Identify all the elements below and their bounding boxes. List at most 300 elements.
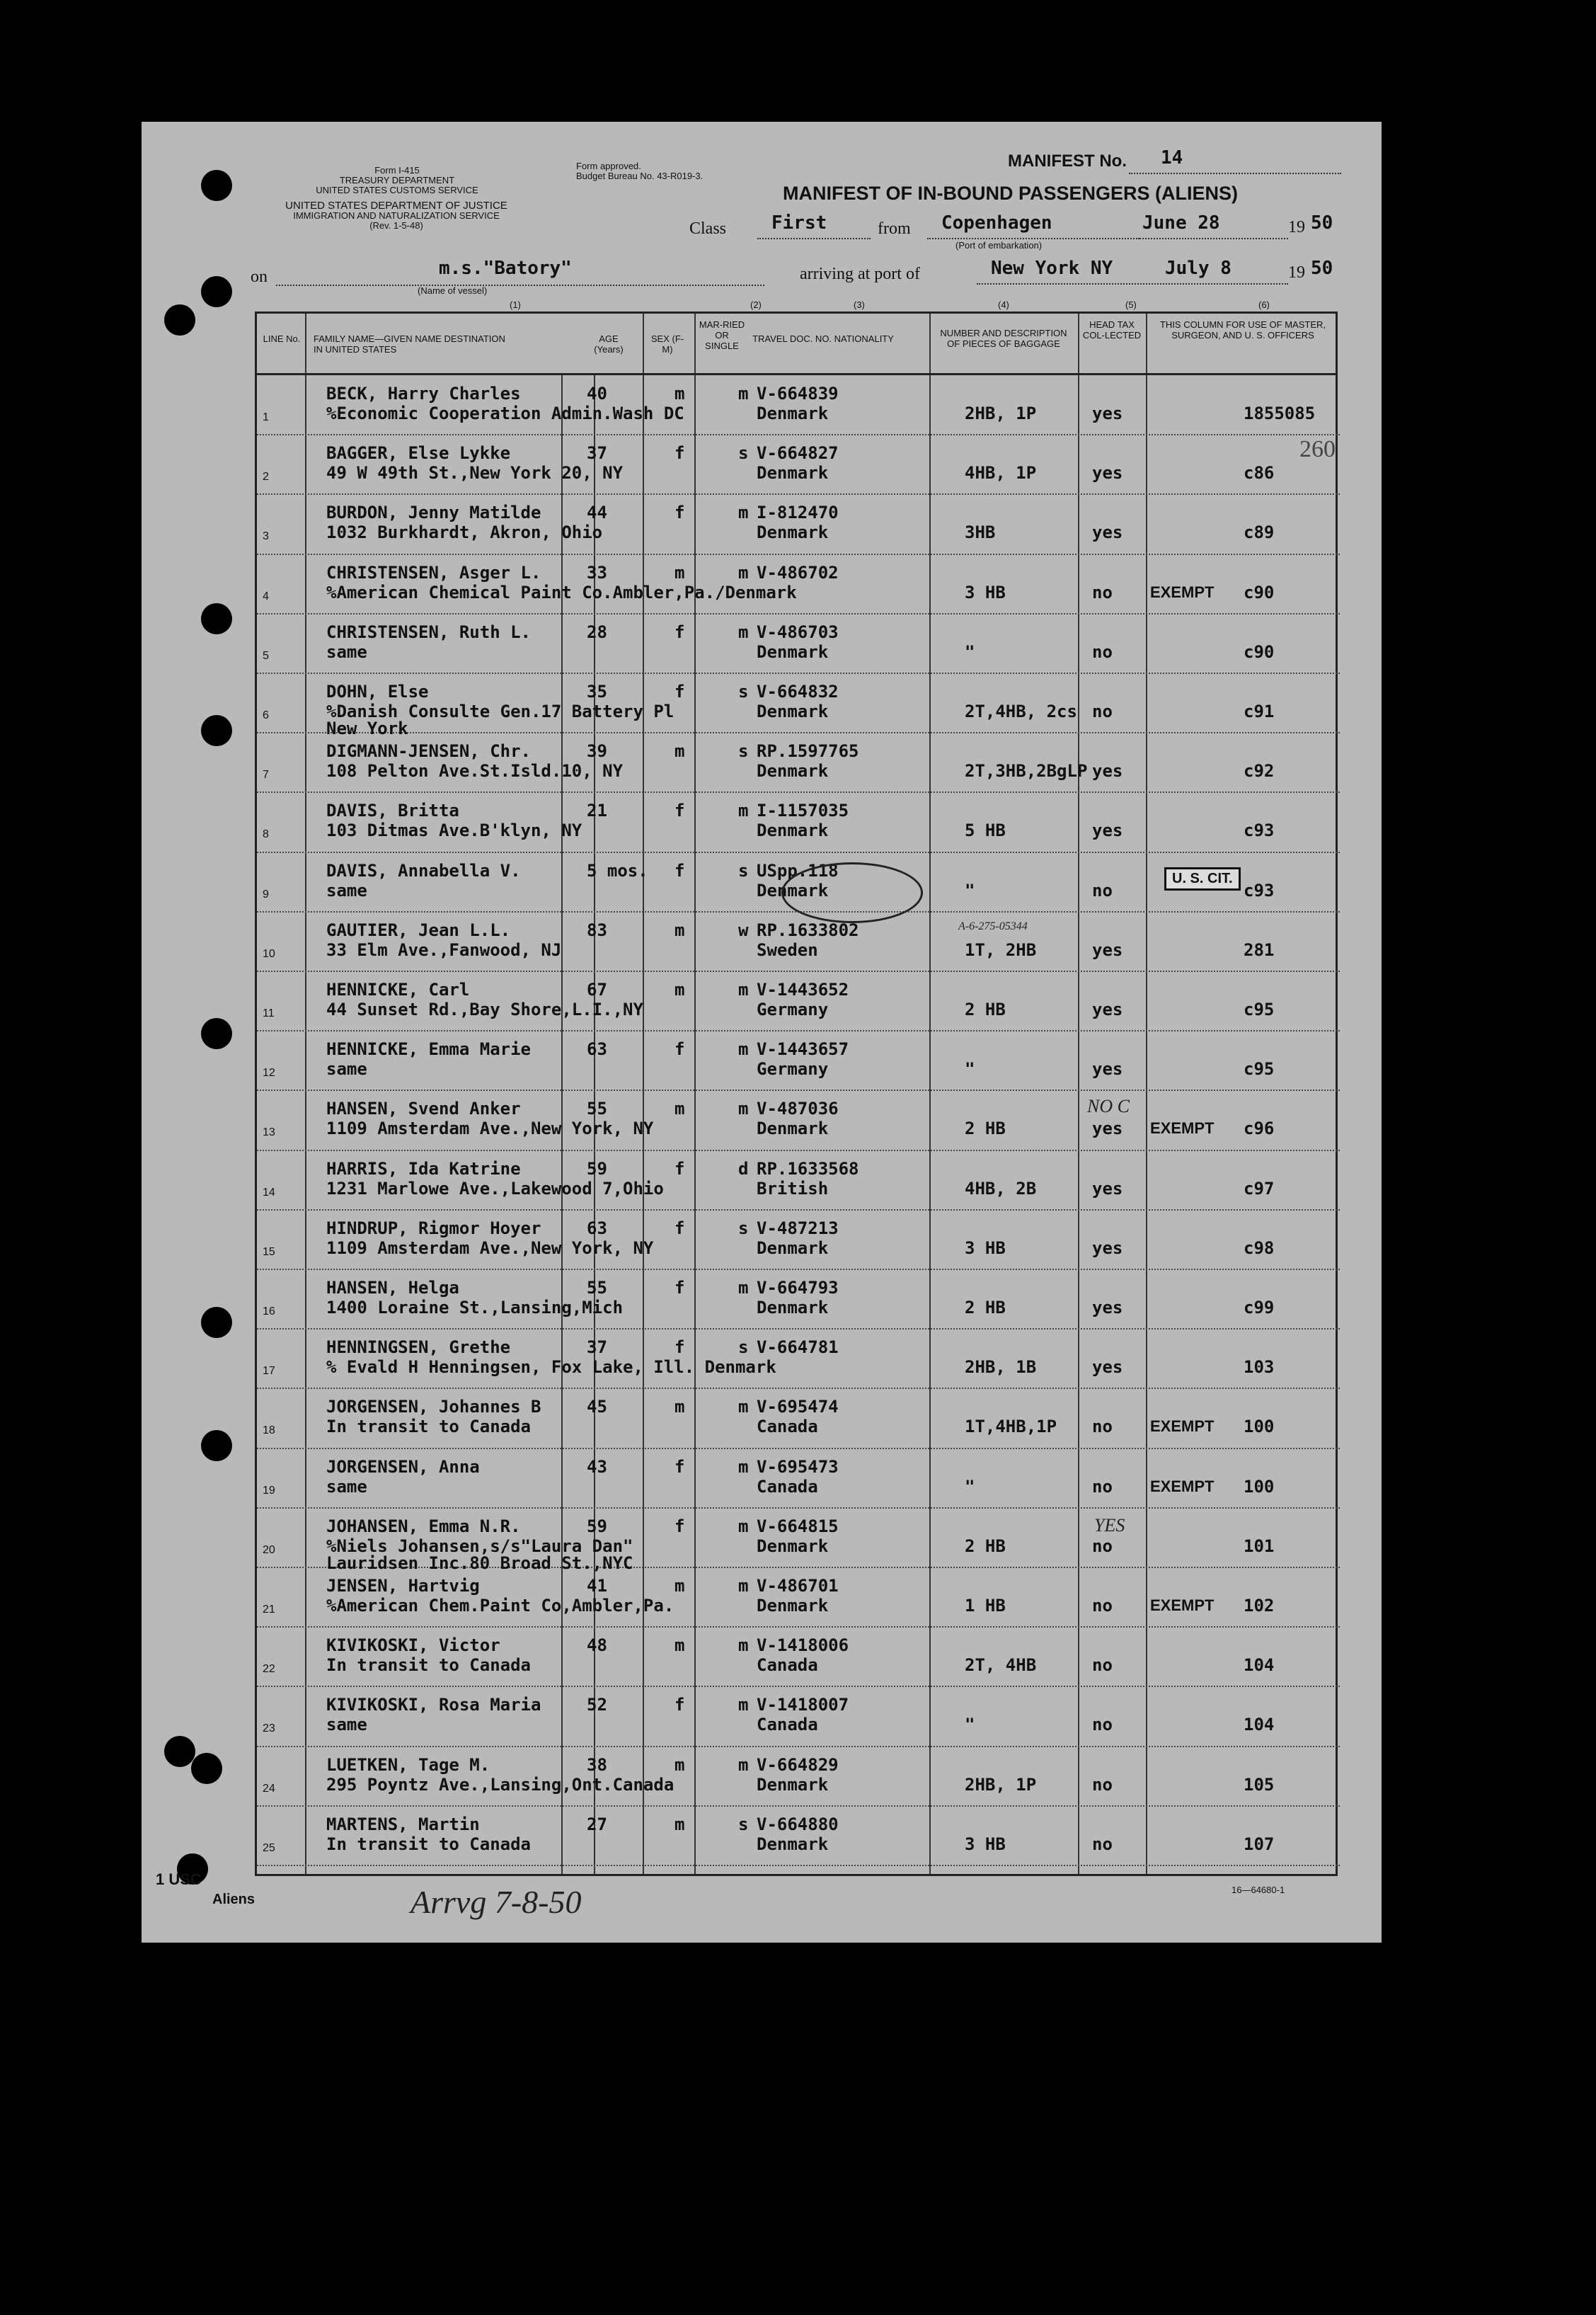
marital-value: m <box>738 1456 749 1477</box>
passenger-name: HENNICKE, Emma Marie <box>326 1039 531 1060</box>
travel-doc: V-664880 <box>757 1814 839 1834</box>
destination: same <box>326 1059 367 1080</box>
passenger-table <box>255 311 1338 1876</box>
travel-doc: V-695473 <box>757 1456 839 1477</box>
marital-value: s <box>738 860 749 881</box>
head-tax: yes <box>1092 404 1123 423</box>
table-row <box>257 1031 1340 1091</box>
officer-code: c90 <box>1244 641 1275 662</box>
page-title: MANIFEST OF IN-BOUND PASSENGERS (ALIENS) <box>783 183 1239 204</box>
age-value: 83 <box>587 920 607 940</box>
footer-arrival-note: Arrvg 7-8-50 <box>411 1884 582 1920</box>
manifest-no-label: MANIFEST No. <box>1008 152 1127 171</box>
officer-code: 104 <box>1244 1655 1275 1676</box>
year-prefix: 19 <box>1288 218 1305 236</box>
age-value: 45 <box>587 1397 607 1417</box>
sex-value: f <box>674 682 685 702</box>
punch-hole <box>201 603 232 634</box>
officer-code: c89 <box>1244 522 1275 543</box>
sex-value: m <box>674 920 685 940</box>
travel-doc: I-812470 <box>757 503 839 523</box>
sex-value: f <box>674 1516 685 1536</box>
travel-doc: V-664827 <box>757 443 839 464</box>
punch-hole <box>164 1736 195 1767</box>
line-number: 8 <box>263 828 269 841</box>
footer-usc: 1 USC <box>156 1870 202 1888</box>
baggage: 3 HB <box>965 1834 1006 1854</box>
col-baggage: NUMBER AND DESCRIPTION OF PIECES OF BAGGAGE <box>940 328 1067 349</box>
table-row <box>257 674 1340 738</box>
nationality: Canada <box>757 1715 818 1735</box>
nationality: Germany <box>757 1059 829 1080</box>
marital-value: m <box>738 1099 749 1119</box>
officer-code: c98 <box>1244 1237 1275 1258</box>
nationality: Denmark <box>757 1298 829 1317</box>
destination: In transit to Canada <box>326 1655 531 1676</box>
passenger-name: DOHN, Else <box>326 682 429 702</box>
baggage: 2 HB <box>965 1119 1006 1139</box>
table-row <box>257 1509 1340 1573</box>
officer-code: 1855085 <box>1244 404 1316 423</box>
nationality: Canada <box>757 1655 818 1676</box>
age-value: 55 <box>587 1099 607 1119</box>
officer-code: 101 <box>1244 1536 1275 1556</box>
travel-doc: V-486702 <box>757 562 839 583</box>
nationality: Denmark <box>757 1834 829 1854</box>
passenger-name: HINDRUP, Rigmor Hoyer <box>326 1218 541 1238</box>
travel-doc: V-1418006 <box>757 1635 849 1656</box>
marital-value: m <box>738 980 749 1000</box>
baggage: 2T,4HB, 2cs <box>965 702 1077 721</box>
destination: 103 Ditmas Ave.B'klyn, NY <box>326 821 582 841</box>
from-label: from <box>878 219 911 238</box>
baggage: 1T, 2HB <box>965 939 1037 960</box>
table-row <box>257 1330 1340 1389</box>
from-value: Copenhagen <box>941 212 1052 234</box>
travel-doc: I-1157035 <box>757 801 849 821</box>
destination: 1109 Amsterdam Ave.,New York, NY <box>326 1237 654 1258</box>
line-number: 1 <box>263 411 269 423</box>
form-number: Form I-415 <box>374 165 420 176</box>
officer-code: c95 <box>1244 1059 1275 1080</box>
age-value: 59 <box>587 1516 607 1536</box>
marital-value: s <box>738 443 749 464</box>
travel-doc: V-487036 <box>757 1099 839 1119</box>
age-value: 38 <box>587 1754 607 1775</box>
col-headtax: HEAD TAX COL-LECTED <box>1082 319 1142 341</box>
head-tax: yes <box>1092 1059 1123 1080</box>
doc-circle <box>781 862 923 923</box>
head-tax: yes <box>1092 1298 1123 1317</box>
nationality: Canada <box>757 1476 818 1497</box>
officer-code: 281 <box>1244 939 1275 960</box>
sex-value: f <box>674 1158 685 1179</box>
age-value: 59 <box>587 1158 607 1179</box>
head-tax: yes <box>1092 1178 1123 1199</box>
table-row <box>257 495 1340 554</box>
arriving-label: arriving at port of <box>800 265 920 283</box>
officer-code: 103 <box>1244 1357 1275 1378</box>
passenger-name: JORGENSEN, Anna <box>326 1456 480 1477</box>
col-sex: SEX (F-M) <box>650 333 684 355</box>
baggage: 2HB, 1P <box>965 404 1037 423</box>
age-value: 39 <box>587 741 607 762</box>
note-no-c: NO C <box>1087 1096 1130 1116</box>
officer-code: c99 <box>1244 1298 1275 1317</box>
justice-label: UNITED STATES DEPARTMENT OF JUSTICE <box>285 200 507 212</box>
class-value: First <box>771 212 827 234</box>
table-row <box>257 555 1340 615</box>
line-number: 21 <box>263 1604 275 1616</box>
head-tax: no <box>1092 1536 1113 1556</box>
line-number: 3 <box>263 530 269 543</box>
passenger-name: DIGMANN-JENSEN, Chr. <box>326 741 531 762</box>
punch-hole <box>164 304 195 336</box>
officer-code: c93 <box>1244 880 1275 901</box>
dept-label: TREASURY DEPARTMENT <box>339 175 455 185</box>
footer-print-code: 16—64680-1 <box>1232 1885 1285 1895</box>
destination: % Evald H Henningsen, Fox Lake, Ill. Denmark <box>326 1357 776 1378</box>
age-value: 63 <box>587 1218 607 1238</box>
nationality: Denmark <box>757 463 829 484</box>
col-num: (1) <box>510 299 521 310</box>
destination: 33 Elm Ave.,Fanwood, NJ <box>326 939 562 960</box>
ins-label: IMMIGRATION AND NATURALIZATION SERVICE <box>293 210 500 221</box>
passenger-name: LUETKEN, Tage M. <box>326 1754 490 1775</box>
exempt-stamp: EXEMPT <box>1150 1119 1215 1138</box>
travel-doc: V-664829 <box>757 1754 839 1775</box>
age-value: 28 <box>587 622 607 642</box>
marital-value: m <box>738 1695 749 1715</box>
nationality: Sweden <box>757 939 818 960</box>
depart-date: June 28 <box>1142 212 1220 234</box>
destination: In transit to Canada <box>326 1834 531 1854</box>
passenger-name: HANSEN, Svend Anker <box>326 1099 521 1119</box>
col-name: FAMILY NAME—GIVEN NAME DESTINATION IN UNITED STATES <box>314 333 505 355</box>
table-row <box>257 1807 1340 1866</box>
marital-value: m <box>738 562 749 583</box>
officer-code: c90 <box>1244 582 1275 602</box>
travel-doc: V-664815 <box>757 1516 839 1536</box>
head-tax: no <box>1092 880 1113 901</box>
line-number: 16 <box>263 1305 275 1317</box>
col-num: (6) <box>1258 299 1270 310</box>
marital-value: s <box>738 1218 749 1238</box>
line-number: 5 <box>263 649 269 662</box>
nationality: British <box>757 1178 829 1199</box>
head-tax: no <box>1092 1774 1113 1795</box>
sex-value: f <box>674 860 685 881</box>
line-number: 24 <box>263 1782 275 1795</box>
passenger-name: HENNICKE, Carl <box>326 980 470 1000</box>
officer-code: 100 <box>1244 1476 1275 1497</box>
baggage: " <box>965 880 975 901</box>
passenger-name: CHRISTENSEN, Asger L. <box>326 562 541 583</box>
age-value: 21 <box>587 801 607 821</box>
table-row <box>257 1151 1340 1211</box>
line-number: 6 <box>263 709 269 721</box>
nationality: Denmark <box>757 1774 829 1795</box>
manifest-no: 14 <box>1161 147 1183 168</box>
baggage: 2T, 4HB <box>965 1655 1037 1676</box>
doc-note: A-6-275-05344 <box>958 920 1028 932</box>
baggage: 2HB, 1P <box>965 1774 1037 1795</box>
destination-line2: Lauridsen Inc.80 Broad St.,NYC <box>326 1553 633 1573</box>
line-number: 25 <box>263 1841 275 1854</box>
age-value: 43 <box>587 1456 607 1477</box>
sex-value: m <box>674 562 685 583</box>
line-number: 10 <box>263 947 275 960</box>
officer-code: 100 <box>1244 1417 1275 1437</box>
head-tax: yes <box>1092 463 1123 484</box>
sex-value: f <box>674 1039 685 1060</box>
marital-value: m <box>738 503 749 523</box>
approval-block <box>576 161 703 181</box>
baggage: " <box>965 1059 975 1080</box>
head-tax: yes <box>1092 1119 1123 1139</box>
destination: 295 Poyntz Ave.,Lansing,Ont.Canada <box>326 1774 674 1795</box>
destination: %Economic Cooperation Admin.Wash DC <box>326 404 684 423</box>
age-value: 41 <box>587 1576 607 1596</box>
marital-value: s <box>738 1337 749 1358</box>
marital-value: m <box>738 1516 749 1536</box>
note-yes: YES <box>1094 1515 1125 1536</box>
passenger-name: JOHANSEN, Emma N.R. <box>326 1516 521 1536</box>
sex-value: f <box>674 1218 685 1238</box>
arrival-year: 50 <box>1311 258 1333 279</box>
destination: In transit to Canada <box>326 1417 531 1437</box>
punch-hole <box>201 1018 232 1049</box>
passenger-name: DAVIS, Britta <box>326 801 459 821</box>
on-label: on <box>251 268 268 286</box>
sex-value: f <box>674 1337 685 1358</box>
class-label: Class <box>689 219 727 238</box>
baggage: 3 HB <box>965 582 1006 602</box>
destination: 49 W 49th St.,New York 20, NY <box>326 463 624 484</box>
line-number: 11 <box>263 1007 275 1019</box>
sex-value: m <box>674 1754 685 1775</box>
nationality: Denmark <box>757 1596 829 1616</box>
passenger-name: BECK, Harry Charles <box>326 384 521 404</box>
punch-hole <box>201 1430 232 1461</box>
destination: same <box>326 641 367 662</box>
age-value: 37 <box>587 1337 607 1358</box>
travel-doc: V-486701 <box>757 1576 839 1596</box>
head-tax: yes <box>1092 761 1123 782</box>
age-value: 5 mos. <box>587 860 648 881</box>
form-id-block <box>309 166 486 195</box>
table-row <box>257 376 1340 435</box>
travel-doc: RP.1633802 <box>757 920 859 940</box>
marital-value: m <box>738 1754 749 1775</box>
sex-value: f <box>674 1278 685 1298</box>
marital-value: s <box>738 682 749 702</box>
destination: 1400 Loraine St.,Lansing,Mich <box>326 1298 624 1317</box>
col-num: (2) <box>750 299 762 310</box>
line-number: 14 <box>263 1186 275 1199</box>
col-num: (4) <box>998 299 1009 310</box>
baggage: " <box>965 1476 975 1497</box>
baggage: 2 HB <box>965 1298 1006 1317</box>
passenger-name: KIVIKOSKI, Victor <box>326 1635 500 1656</box>
marital-value: m <box>738 1039 749 1060</box>
travel-doc: V-486703 <box>757 622 839 642</box>
passenger-name: CHRISTENSEN, Ruth L. <box>326 622 531 642</box>
approved-label: Form approved. <box>576 161 641 171</box>
col-married: MAR-RIED OR SINGLE <box>699 319 745 351</box>
nationality: Denmark <box>757 404 829 423</box>
table-row <box>257 1389 1340 1448</box>
depart-year: 50 <box>1311 212 1333 234</box>
destination: same <box>326 880 367 901</box>
travel-doc: USpp.118 <box>757 860 839 881</box>
exempt-stamp: EXEMPT <box>1150 1417 1215 1436</box>
head-tax: yes <box>1092 522 1123 543</box>
line-number: 2 <box>263 471 269 484</box>
destination: %Niels Johansen,s/s"Laura Dan" <box>326 1536 633 1556</box>
head-tax: yes <box>1092 939 1123 960</box>
travel-doc: RP.1597765 <box>757 741 859 762</box>
sex-value: m <box>674 741 685 762</box>
sex-value: m <box>674 1099 685 1119</box>
line-number: 9 <box>263 888 269 901</box>
passenger-name: MARTENS, Martin <box>326 1814 480 1834</box>
baggage: 4HB, 2B <box>965 1178 1037 1199</box>
col-officers: THIS COLUMN FOR USE OF MASTER, SURGEON, AND U. S. OFFICERS <box>1159 319 1326 341</box>
sex-value: m <box>674 384 685 404</box>
punch-hole <box>201 170 232 201</box>
passenger-name: HANSEN, Helga <box>326 1278 459 1298</box>
col-num: (3) <box>854 299 865 310</box>
destination: 108 Pelton Ave.St.Isld.10, NY <box>326 761 624 782</box>
officer-code: c92 <box>1244 761 1275 782</box>
marital-value: m <box>738 1635 749 1656</box>
punch-hole <box>201 276 232 307</box>
baggage: " <box>965 1715 975 1735</box>
baggage: 3HB <box>965 522 996 543</box>
page-number: 260 <box>1299 436 1336 462</box>
baggage: " <box>965 641 975 662</box>
footer-aliens: Aliens <box>212 1892 256 1907</box>
sex-value: f <box>674 443 685 464</box>
rev-label: (Rev. 1-5-48) <box>369 220 423 231</box>
sex-value: m <box>674 1397 685 1417</box>
destination: 1109 Amsterdam Ave.,New York, NY <box>326 1119 654 1139</box>
age-value: 37 <box>587 443 607 464</box>
embark-note: (Port of embarkation) <box>955 240 1043 251</box>
travel-doc: V-1443652 <box>757 980 849 1000</box>
baggage: 1T,4HB,1P <box>965 1417 1057 1437</box>
baggage: 4HB, 1P <box>965 463 1037 484</box>
destination: 1032 Burkhardt, Akron, Ohio <box>326 522 603 543</box>
destination: %Danish Consulte Gen.17 Battery Pl <box>326 702 674 721</box>
destination: 44 Sunset Rd.,Bay Shore,L.I.,NY <box>326 1000 643 1019</box>
marital-value: m <box>738 1397 749 1417</box>
passenger-name: BURDON, Jenny Matilde <box>326 503 541 523</box>
sex-value: m <box>674 1814 685 1834</box>
budget-label: Budget Bureau No. 43-R019-3. <box>576 171 704 181</box>
officer-code: c86 <box>1244 463 1275 484</box>
nationality: Denmark <box>757 1237 829 1258</box>
officer-code: 104 <box>1244 1715 1275 1735</box>
vessel-note: (Name of vessel) <box>418 285 488 296</box>
marital-value: w <box>738 920 749 940</box>
nationality: Canada <box>757 1417 818 1437</box>
marital-value: m <box>738 384 749 404</box>
head-tax: yes <box>1092 1237 1123 1258</box>
age-value: 27 <box>587 1814 607 1834</box>
officer-code: c93 <box>1244 821 1275 841</box>
baggage: 5 HB <box>965 821 1006 841</box>
table-row <box>257 1449 1340 1509</box>
destination-line2: New York <box>326 719 408 738</box>
table-row <box>257 1687 1340 1747</box>
marital-value: m <box>738 622 749 642</box>
age-value: 33 <box>587 562 607 583</box>
head-tax: no <box>1092 1417 1113 1437</box>
head-tax: no <box>1092 702 1113 721</box>
line-number: 4 <box>263 590 269 602</box>
table-row <box>257 972 1340 1031</box>
officer-code: 105 <box>1244 1774 1275 1795</box>
age-value: 52 <box>587 1695 607 1715</box>
sex-value: m <box>674 1635 685 1656</box>
customs-label: UNITED STATES CUSTOMS SERVICE <box>316 185 478 195</box>
head-tax: no <box>1092 1715 1113 1735</box>
nationality: Denmark <box>757 641 829 662</box>
head-tax: no <box>1092 1476 1113 1497</box>
marital-value: s <box>738 741 749 762</box>
destination: %American Chemical Paint Co.Ambler,Pa./Denmark <box>326 582 797 602</box>
travel-doc: V-487213 <box>757 1218 839 1238</box>
nationality: Germany <box>757 1000 829 1019</box>
passenger-name: GAUTIER, Jean L.L. <box>326 920 511 940</box>
head-tax: no <box>1092 1834 1113 1854</box>
nationality: Denmark <box>757 702 829 721</box>
passenger-name: JORGENSEN, Johannes B <box>326 1397 541 1417</box>
head-tax: yes <box>1092 1357 1123 1378</box>
manifest-sheet <box>142 122 1382 1943</box>
us-citizen-stamp: U. S. CIT. <box>1164 867 1241 891</box>
line-number: 18 <box>263 1424 275 1437</box>
line-number: 22 <box>263 1663 275 1676</box>
sex-value: f <box>674 801 685 821</box>
nationality: Denmark <box>757 1119 829 1139</box>
passenger-name: HENNINGSEN, Grethe <box>326 1337 511 1358</box>
passenger-name: JENSEN, Hartvig <box>326 1576 480 1596</box>
travel-doc: V-664839 <box>757 384 839 404</box>
age-value: 35 <box>587 682 607 702</box>
justice-block <box>248 201 545 231</box>
officer-code: 107 <box>1244 1834 1275 1854</box>
line-number: 23 <box>263 1722 275 1735</box>
head-tax: yes <box>1092 821 1123 841</box>
vessel-name: m.s."Batory" <box>439 258 572 279</box>
head-tax: no <box>1092 641 1113 662</box>
travel-doc: V-664793 <box>757 1278 839 1298</box>
col-num: (5) <box>1125 299 1137 310</box>
nationality: Denmark <box>757 761 829 782</box>
destination: same <box>326 1476 367 1497</box>
line-number: 20 <box>263 1543 275 1556</box>
sex-value: f <box>674 1695 685 1715</box>
destination: same <box>326 1715 367 1735</box>
sex-value: m <box>674 980 685 1000</box>
table-row <box>257 615 1340 674</box>
table-row <box>257 1747 1340 1807</box>
line-number: 12 <box>263 1067 275 1080</box>
officer-code: c96 <box>1244 1119 1275 1139</box>
